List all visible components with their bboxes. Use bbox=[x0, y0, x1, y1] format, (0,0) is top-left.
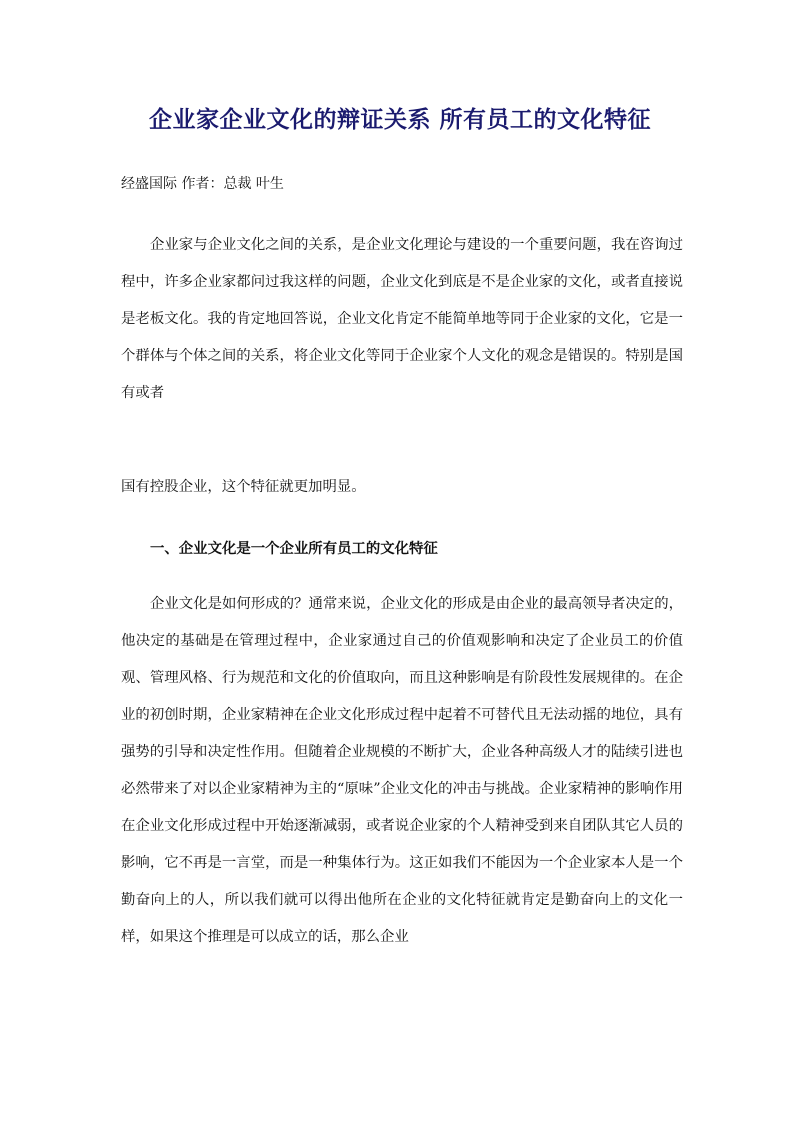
body-paragraph-1: 企业家与企业文化之间的关系，是企业文化理论与建设的一个重要问题，我在咨询过程中，许多企业家都问过我这样的问题，企业文化到底是不是企业家的文化，或者直接说是老板文化。我的肯定地回答说，企业文化肯定不能简单地等同于企业家的文化，它是一个群体与个体之间的关系，将企业文化等同于企业家个人文化的观念是错误的。特别是国有或者 bbox=[121, 237, 683, 401]
body-paragraph-2: 国有控股企业，这个特征就更加明显。 bbox=[121, 479, 366, 495]
document-title: 企业家企业文化的辩证关系 所有员工的文化特征 bbox=[148, 106, 651, 133]
section-heading: 一、企业文化是一个企业所有员工的文化特征 bbox=[150, 540, 438, 557]
body-paragraph-3: 企业文化是如何形成的？通常来说，企业文化的形成是由企业的最高领导者决定的，他决定的基础是在管理过程中，企业家通过自己的价值观影响和决定了企业员工的价值观、管理风格、行为规范和文化的价值取向，而且这种影响是有阶段性发展规律的。在企业的初创时期，企业家精神在企业文化形成过程中起着不可替代且无法动摇的地位，具有强势的引导和决定性作用。但随着企业规模的不断扩大，企业各种高级人才的陆续引进也必然带来了对以企业家精神为主的“原味”企业文化的冲击与挑战。企业家精神的影响作用在企业文化形成过程中开始逐渐减弱，或者说企业家的个人精神受到来自团队其它人员的影响，它不再是一言堂，而是一种集体行为。这正如我们不能因为一个企业家本人是一个勤奋向上的人，所以我们就可以得出他所在企业的文化特征就肯定是勤奋向上的文化一样，如果这个推理是可以成立的话，那么企业 bbox=[121, 596, 683, 945]
author-byline: 经盛国际 作者：总裁 叶生 bbox=[121, 176, 284, 192]
